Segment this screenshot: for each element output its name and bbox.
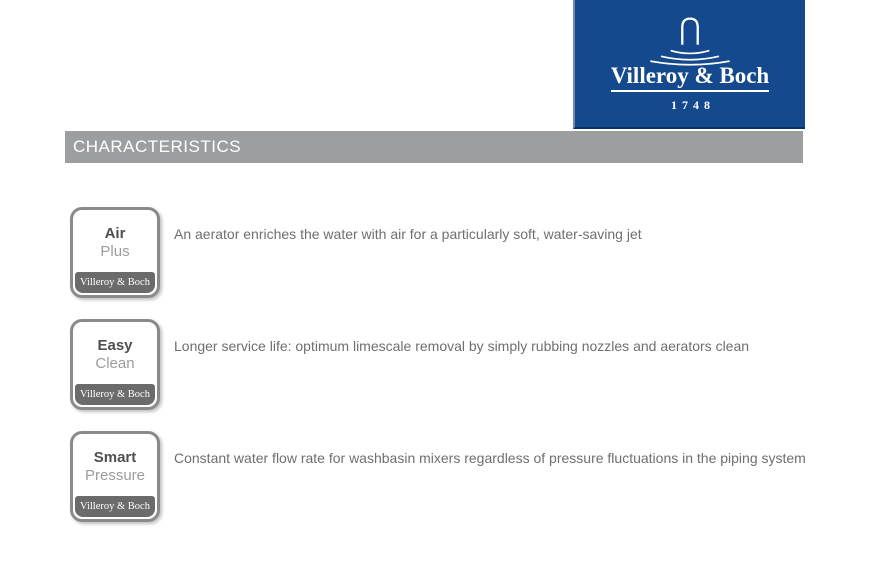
characteristics-title: CHARACTERISTICS	[73, 137, 242, 156]
logo-brand-text	[575, 62, 805, 90]
badge-title: Air	[104, 225, 126, 242]
feature-badge-easy-clean	[70, 319, 160, 410]
fountain-arch-icon	[630, 8, 750, 66]
feature-description-easy-clean: Longer service life: optimum limescale removal by simply rubbing nozzles and aerators clean	[174, 338, 750, 354]
feature-description-air-plus: An aerator enriches the water with air for a particularly soft, water-saving jet	[174, 226, 642, 242]
logo-year: 1748	[671, 98, 715, 112]
badge-title: Smart	[93, 449, 137, 466]
badge-subtitle: Pressure	[84, 467, 146, 484]
badge-brand-banner: Villeroy & Boch	[75, 272, 155, 293]
badge-brand-banner: Villeroy & Boch	[75, 496, 155, 517]
badge-brand-banner: Villeroy & Boch	[75, 384, 155, 405]
badge-title: Easy	[97, 337, 133, 354]
feature-badge-air-plus	[70, 207, 160, 298]
badge-subtitle: Plus	[100, 243, 130, 260]
logo-brand-label: Villeroy & Boch	[611, 63, 769, 92]
feature-description-smart-pressure: Constant water flow rate for washbasin mixers regardless of pressure fluctuations in the piping system	[174, 450, 806, 466]
characteristics-header-bar	[65, 131, 803, 163]
villeroy-boch-logo	[573, 0, 805, 129]
feature-badge-smart-pressure	[70, 431, 160, 522]
badge-subtitle: Clean	[95, 355, 135, 372]
